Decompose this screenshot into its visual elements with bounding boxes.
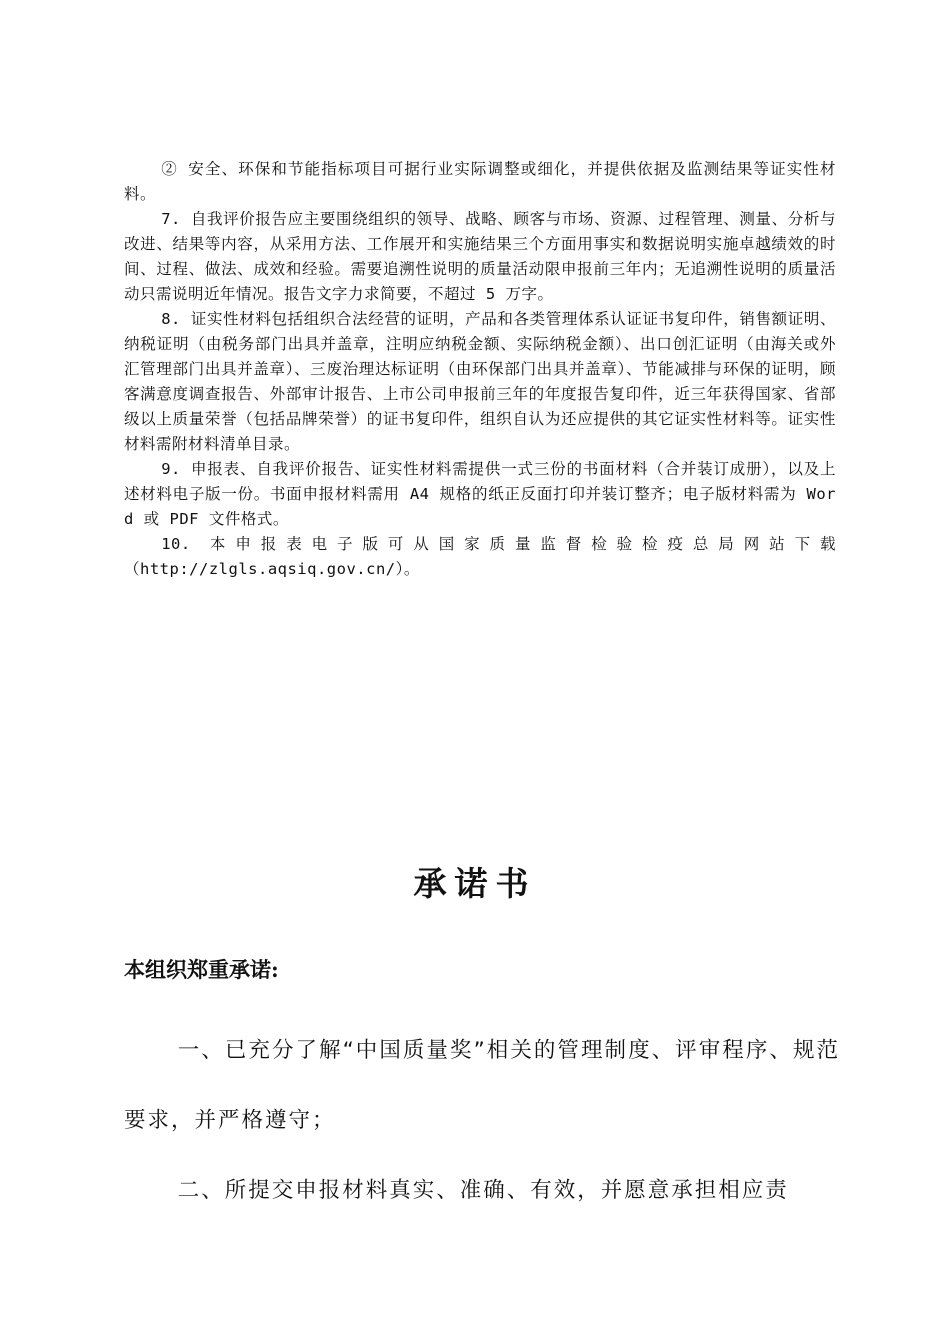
- pledge-item-1: 一、已充分了解“中国质量奖”相关的管理制度、评审程序、规范要求，并严格遵守；: [124, 1038, 840, 1133]
- pledge-intro: 本组织郑重承诺:: [124, 957, 279, 982]
- pledge-body: [124, 1016, 840, 1226]
- note-item-10-line-1: 10. 本申报表电子版可从国家质量监督检验检疫总局网站下载: [161, 535, 836, 553]
- note-item-10-line-2: （http://zlgls.aqsiq.gov.cn/）。: [124, 560, 420, 578]
- note-item-8: 8. 证实性材料包括组织合法经营的证明，产品和各类管理体系认证证书复印件，销售额证明、纳税证明（由税务部门出具并盖章，注明应纳税金额、实际纳税金额）、出口创汇证明（由海关或外汇管理部门出具并盖章）、三废治理达标证明（由环保部门出具并盖章）、节能减排与环保的证明，顾客满意度调查报告、外部审计报告、上市公司申报前三年的年度报告复印件，近三年获得国家、省部级以上质量荣誉（包括品牌荣誉）的证书复印件，组织自认为还应提供的其它证实性材料等。证实性材料需附材料清单目录。: [124, 310, 836, 453]
- note-item-7: 7. 自我评价报告应主要围绕组织的领导、战略、顾客与市场、资源、过程管理、测量、分析与改进、结果等内容，从采用方法、工作展开和实施结果三个方面用事实和数据说明实施卓越绩效的时间、过程、做法、成效和经验。需要追溯性说明的质量活动限申报前三年内；无追溯性说明的质量活动只需说明近年情况。报告文字力求简要，不超过 5 万字。: [124, 210, 836, 303]
- pledge-item-2: 二、所提交申报材料真实、准确、有效，并愿意承担相应责: [177, 1178, 789, 1203]
- pledge-title: 承诺书: [413, 864, 537, 904]
- note-item-9: 9. 申报表、自我评价报告、证实性材料需提供一式三份的书面材料（合并装订成册），以及上述材料电子版一份。书面申报材料需用 A4 规格的纸正反面打印并装订整齐；电子版材料需为 Word 或 PDF 文件格式。: [124, 460, 836, 528]
- application-notes: [124, 157, 836, 582]
- note-item-2-safety: ② 安全、环保和节能指标项目可据行业实际调整或细化，并提供依据及监测结果等证实性材料。: [124, 160, 836, 203]
